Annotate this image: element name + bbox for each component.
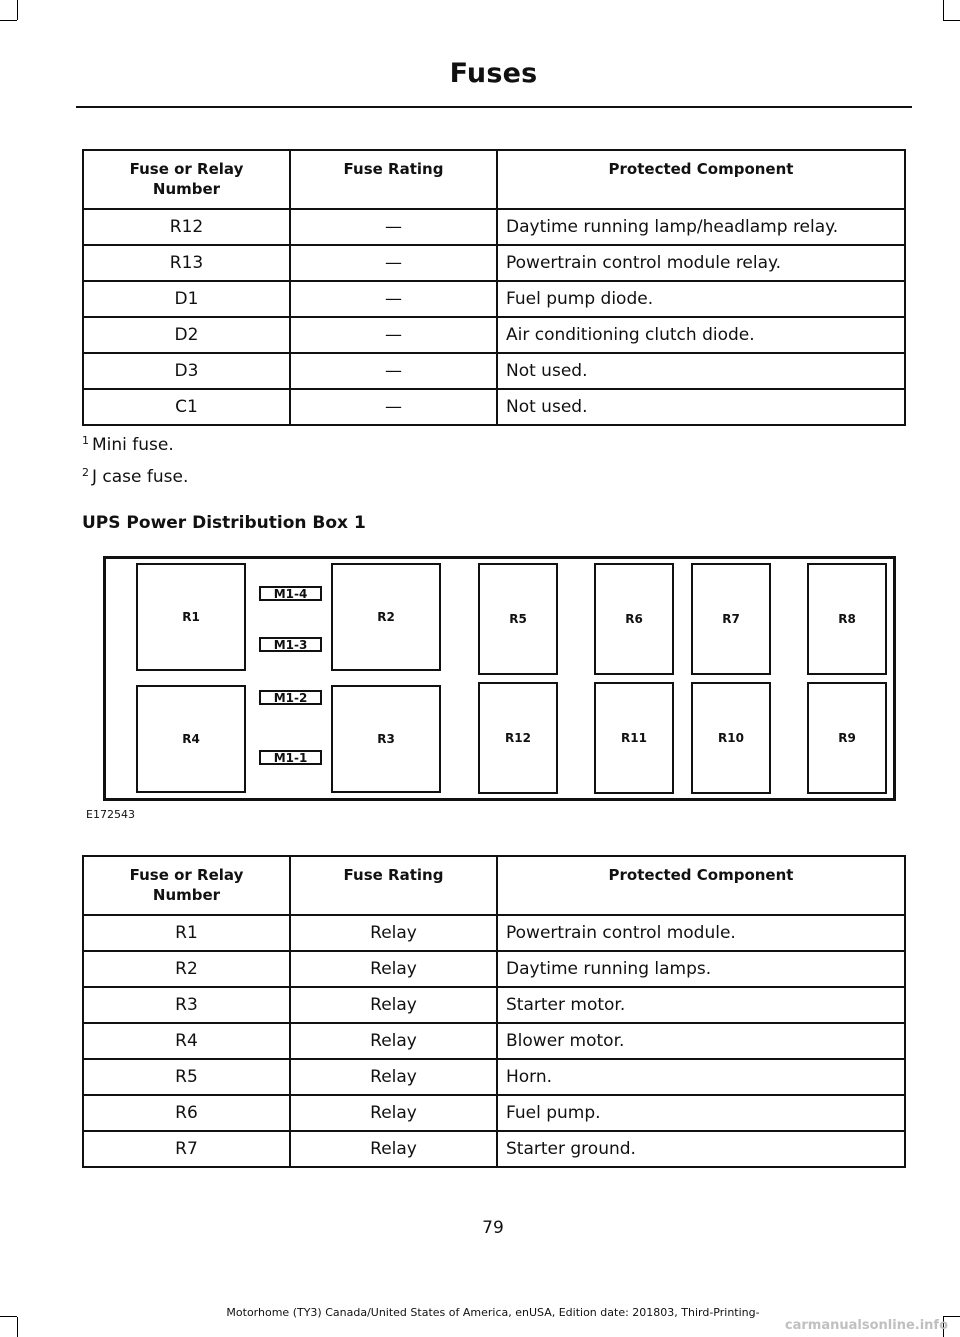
relay-r12: R12 [478,682,558,794]
table-row [83,987,905,1023]
title-divider [76,106,912,108]
header-fuse-number [83,856,290,915]
table-row [83,317,905,353]
cell-protected-component: Air conditioning clutch diode. [497,317,905,353]
header-fuse-number-label: Fuse or Relay Number [129,866,244,904]
cell-fuse-number: R13 [83,245,290,281]
cell-fuse-rating: Relay [290,1131,497,1167]
cell-protected-component: Not used. [497,389,905,425]
cell-fuse-rating: Relay [290,915,497,951]
cell-protected-component: Daytime running lamp/headlamp relay. [497,209,905,245]
table-body [83,209,905,425]
crop-mark-top-right-h [943,20,960,21]
cell-fuse-number: D2 [83,317,290,353]
cell-fuse-rating: — [290,245,497,281]
power-distribution-box-diagram [103,556,896,801]
footnote-text: J case fuse. [92,467,189,487]
table-row [83,1131,905,1167]
cell-fuse-number: R3 [83,987,290,1023]
cell-protected-component: Blower motor. [497,1023,905,1059]
cell-fuse-number: R1 [83,915,290,951]
cell-fuse-number: C1 [83,389,290,425]
cell-protected-component: Horn. [497,1059,905,1095]
footnote-mark: 2 [82,466,89,479]
relay-r8: R8 [807,563,887,675]
cell-fuse-rating: Relay [290,987,497,1023]
cell-fuse-rating: — [290,281,497,317]
cell-fuse-number: R4 [83,1023,290,1059]
table-header-row [83,150,905,209]
cell-fuse-rating: Relay [290,1059,497,1095]
table-row [83,353,905,389]
cell-fuse-number: R2 [83,951,290,987]
cell-fuse-number: R7 [83,1131,290,1167]
crop-mark-top-right-v [943,0,944,20]
relay-r9: R9 [807,682,887,794]
mini-fuse-m1-4: M1-4 [259,586,322,601]
mini-fuse-m1-2: M1-2 [259,690,322,705]
relay-r3: R3 [331,685,441,793]
mini-fuse-m1-1: M1-1 [259,750,322,765]
fuse-table-bottom [82,855,906,1168]
cell-fuse-rating: Relay [290,951,497,987]
footnote [82,459,188,491]
header-protected-component: Protected Component [497,856,905,915]
relay-r7: R7 [691,563,771,675]
header-protected-component: Protected Component [497,150,905,209]
table-row [83,915,905,951]
table-row [83,389,905,425]
crop-mark-bottom-left-v [17,1317,18,1337]
table-header-row [83,856,905,915]
table-row [83,209,905,245]
cell-fuse-number: D1 [83,281,290,317]
cell-protected-component: Powertrain control module relay. [497,245,905,281]
cell-fuse-rating: — [290,353,497,389]
cell-fuse-rating: Relay [290,1023,497,1059]
footnote [82,427,188,459]
table-row [83,281,905,317]
cell-fuse-rating: — [290,389,497,425]
cell-protected-component: Fuel pump. [497,1095,905,1131]
crop-mark-top-left-v [17,0,18,20]
crop-mark-top-left-h [0,20,17,21]
cell-fuse-rating: — [290,209,497,245]
cell-fuse-number: R12 [83,209,290,245]
table-row [83,951,905,987]
cell-protected-component: Starter ground. [497,1131,905,1167]
table-row [83,245,905,281]
footnote-text: Mini fuse. [92,435,174,455]
header-fuse-rating: Fuse Rating [290,150,497,209]
footnotes [82,427,188,491]
relay-r5: R5 [478,563,558,675]
cell-fuse-rating: Relay [290,1095,497,1131]
relay-r4: R4 [136,685,246,793]
fuse-table-top [82,149,906,426]
cell-protected-component: Starter motor. [497,987,905,1023]
table-row [83,1023,905,1059]
cell-protected-component: Daytime running lamps. [497,951,905,987]
header-fuse-number-label: Fuse or Relay Number [129,160,244,198]
cell-protected-component: Fuel pump diode. [497,281,905,317]
page-footer: Motorhome (TY3) Canada/United States of America, enUSA, Edition date: 201803, Third-Printing- [226,1306,760,1319]
watermark: carmanualsonline.info [784,1318,948,1333]
page-number: 79 [482,1218,504,1238]
table-row [83,1095,905,1131]
page-title: Fuses [449,58,538,89]
header-fuse-number [83,150,290,209]
header-fuse-rating: Fuse Rating [290,856,497,915]
section-heading: UPS Power Distribution Box 1 [82,513,366,533]
cell-protected-component: Not used. [497,353,905,389]
cell-fuse-number: D3 [83,353,290,389]
table-body [83,915,905,1167]
footnote-mark: 1 [82,434,89,447]
figure-code: E172543 [86,808,135,821]
relay-r6: R6 [594,563,674,675]
relay-r11: R11 [594,682,674,794]
cell-fuse-number: R6 [83,1095,290,1131]
cell-fuse-number: R5 [83,1059,290,1095]
cell-protected-component: Powertrain control module. [497,915,905,951]
mini-fuse-m1-3: M1-3 [259,637,322,652]
relay-r1: R1 [136,563,246,671]
table-row [83,1059,905,1095]
relay-r2: R2 [331,563,441,671]
cell-fuse-rating: — [290,317,497,353]
relay-r10: R10 [691,682,771,794]
